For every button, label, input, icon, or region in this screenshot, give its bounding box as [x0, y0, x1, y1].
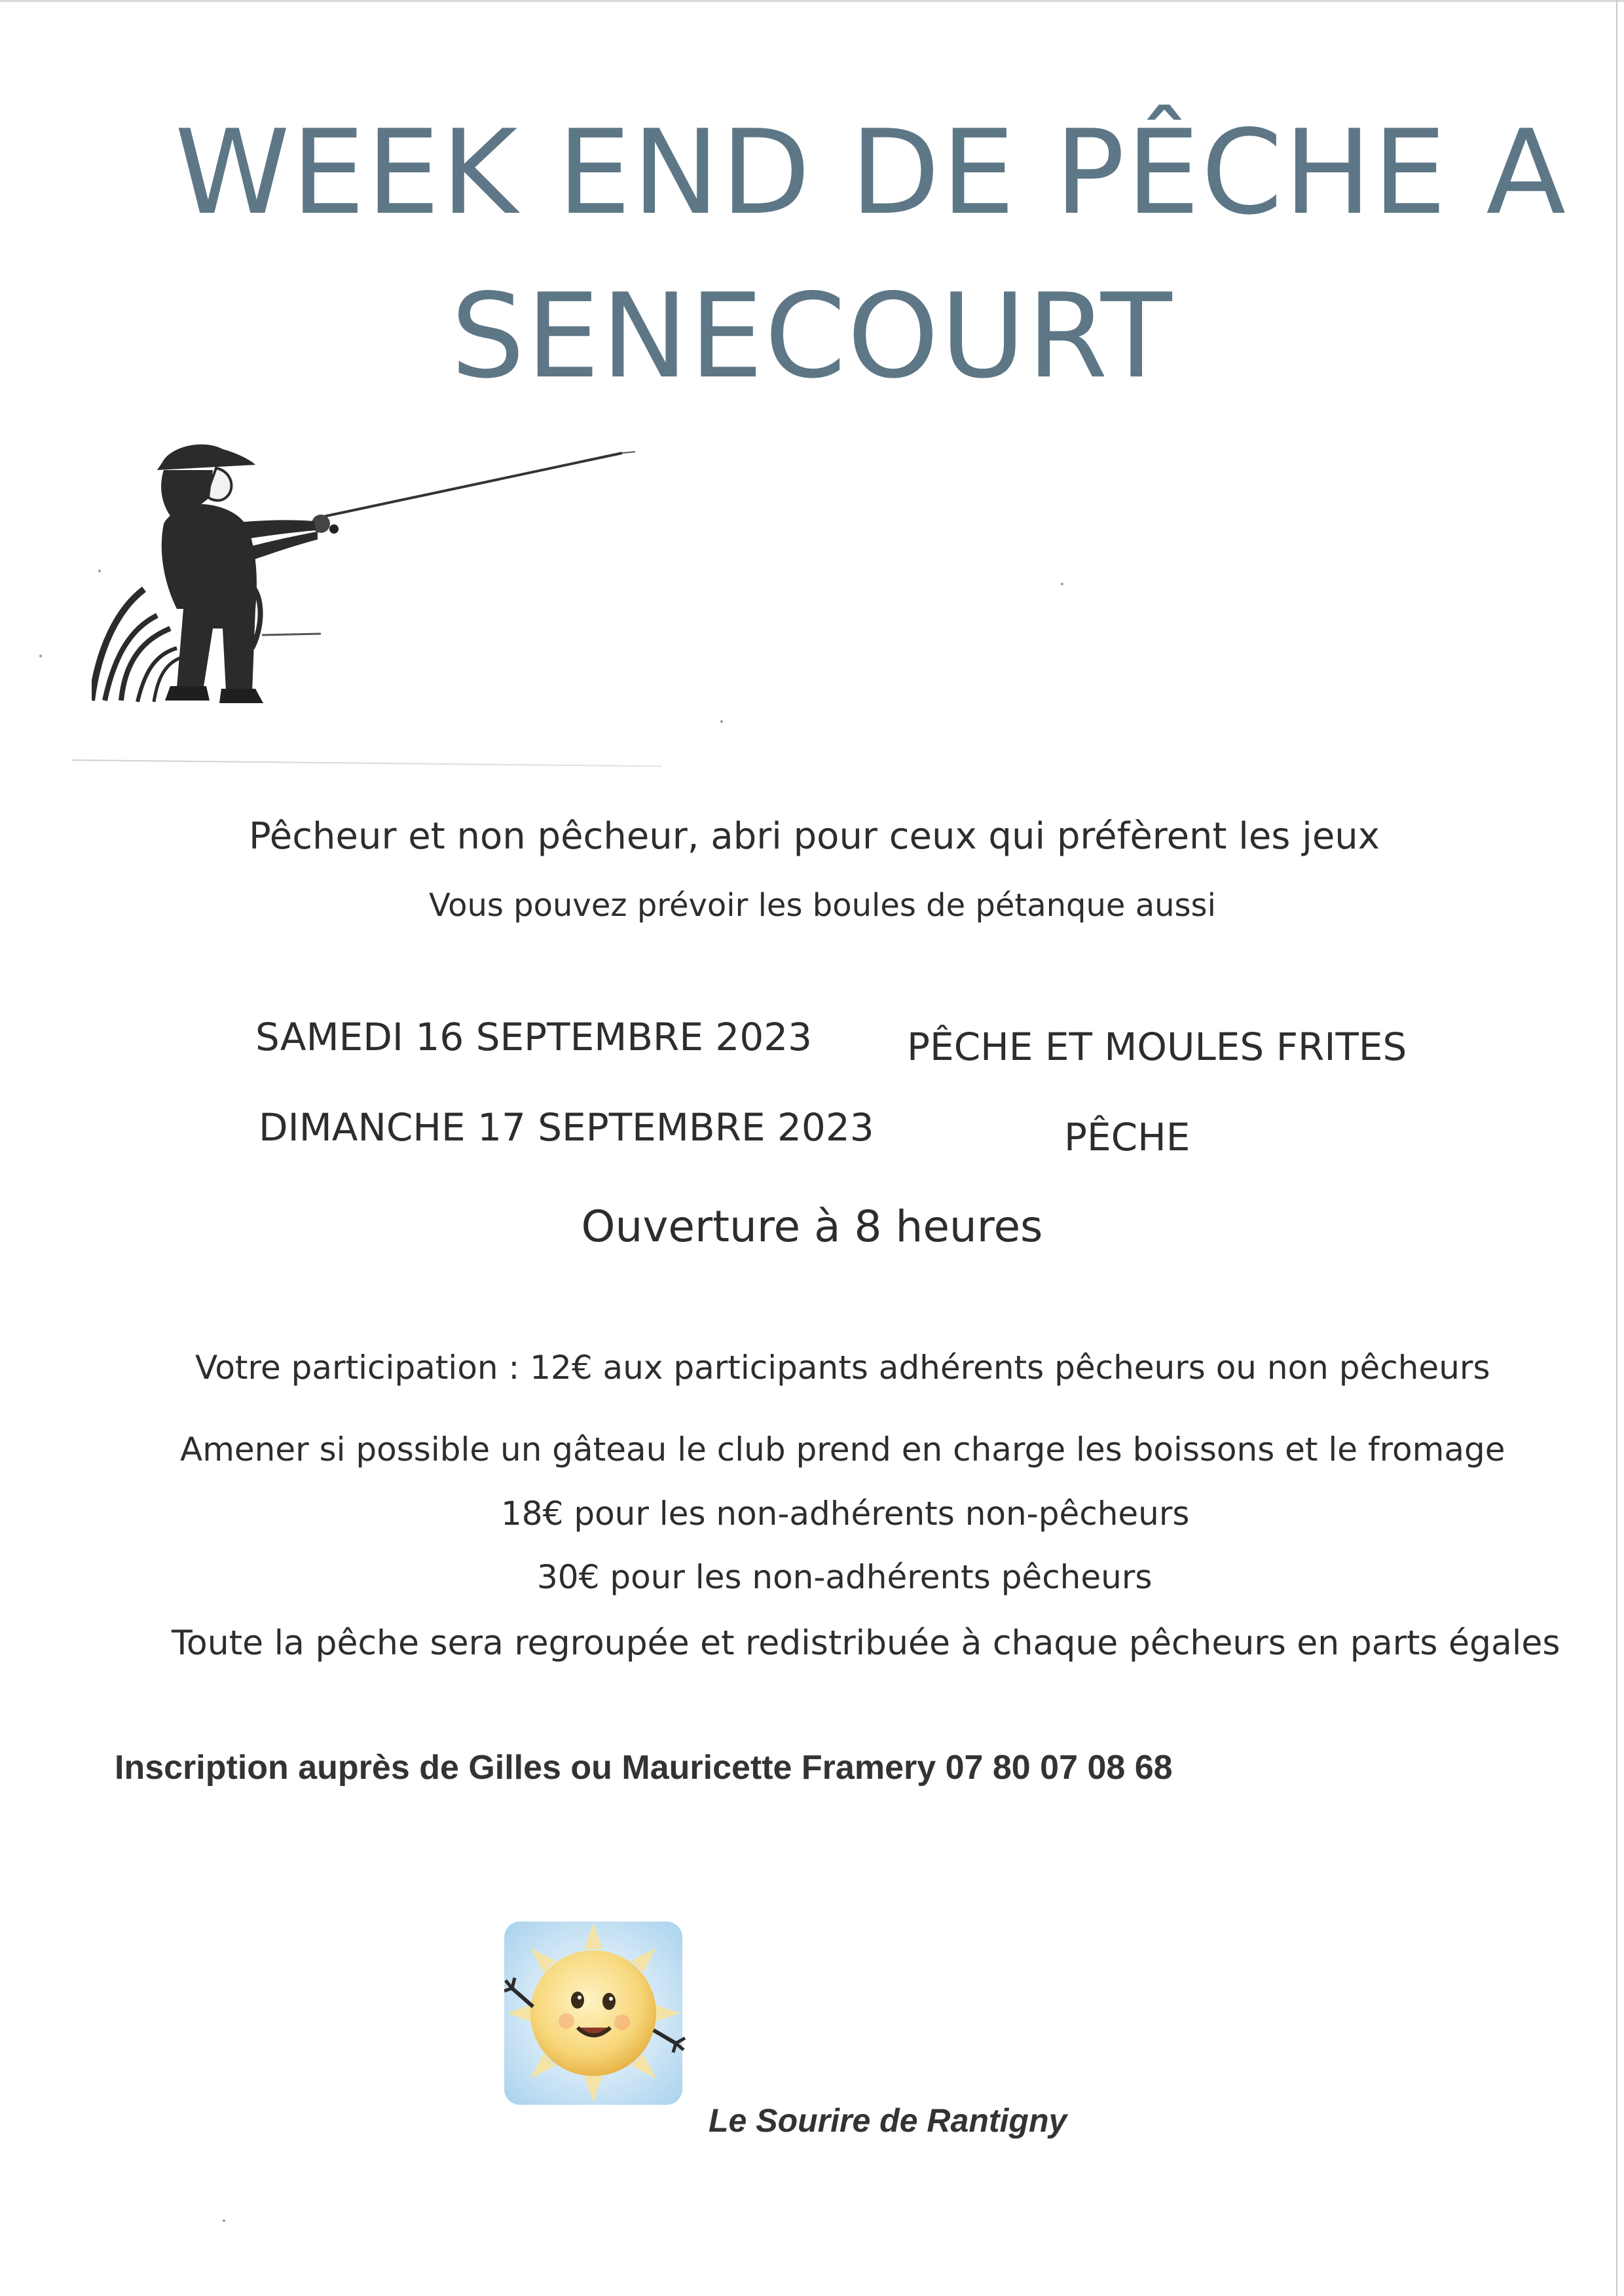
club-name: Le Sourire de Rantigny [709, 2102, 1067, 2139]
divider-line [72, 759, 661, 767]
scan-speck [39, 655, 42, 657]
pricing-line-3: 18€ pour les non-adhérents non-pêcheurs [501, 1495, 1190, 1533]
fisherman-illustration [92, 432, 635, 720]
scan-edge-top [0, 0, 1624, 2]
intro-line-2: Vous pouvez prévoir les boules de pétanque aussi [429, 887, 1216, 924]
schedule-date-sunday: DIMANCHE 17 SEPTEMBRE 2023 [259, 1105, 874, 1150]
pricing-line-5: Toute la pêche sera regroupée et redistribuée à chaque pêcheurs en parts égales [172, 1624, 1560, 1663]
smiling-sun-logo [504, 1915, 689, 2110]
signup-contact: Inscription auprès de Gilles ou Mauricette Framery 07 80 07 08 68 [115, 1749, 1173, 1787]
scan-speck [223, 2219, 225, 2222]
pricing-line-4: 30€ pour les non-adhérents pêcheurs [537, 1558, 1153, 1596]
pricing-line-2: Amener si possible un gâteau le club prend en charge les boissons et le fromage [180, 1430, 1505, 1468]
opening-time: Ouverture à 8 heures [581, 1201, 1043, 1252]
schedule-activity-saturday: PÊCHE ET MOULES FRITES [907, 1025, 1407, 1069]
schedule-activity-sunday: PÊCHE [1064, 1115, 1190, 1159]
pricing-line-1: Votre participation : 12€ aux participants adhérents pêcheurs ou non pêcheurs [195, 1349, 1490, 1387]
intro-line-1: Pêcheur et non pêcheur, abri pour ceux qui préfèrent les jeux [249, 815, 1380, 858]
scan-speck [720, 720, 723, 723]
page-title-line-1: WEEK END DE PÊCHE A [174, 105, 1568, 240]
schedule-date-saturday: SAMEDI 16 SEPTEMBRE 2023 [255, 1015, 813, 1059]
page-title-line-2: SENECOURT [451, 268, 1173, 404]
scan-speck [98, 570, 101, 572]
scan-speck [1061, 583, 1063, 585]
